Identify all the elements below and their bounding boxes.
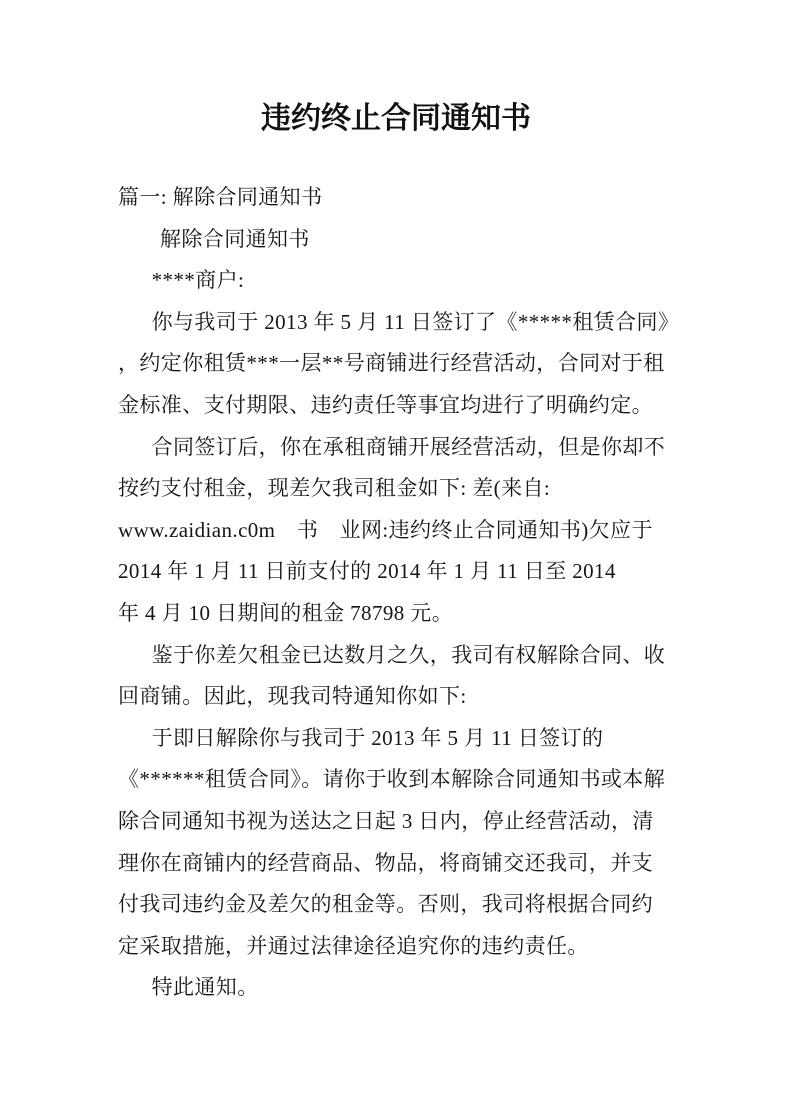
- text-line: ****商户:: [151, 268, 245, 293]
- text-line: 合同签订后，你在承租商铺开展经营活动，但是你却不: [151, 434, 666, 459]
- text-line: 特此通知。: [151, 975, 259, 1000]
- text-line: 篇一: 解除合同通知书: [118, 185, 323, 209]
- text-line: 理你在商铺内的经营商品、物品，将商铺交还我司，并支: [118, 850, 653, 875]
- text-line: 回商铺。因此，现我司特通知你如下:: [118, 684, 467, 709]
- page-title: 违约终止合同通知书: [261, 102, 531, 135]
- text-line: 你与我司于 2013 年 5 月 11 日签订了《*****租赁合同》: [151, 309, 680, 334]
- text-line: 解除合同通知书: [160, 226, 310, 251]
- text-line: ，约定你租赁***一层**号商铺进行经营活动，合同对于租: [118, 351, 665, 376]
- document-body: [118, 177, 680, 1009]
- text-line: 按约支付租金，现差欠我司租金如下: 差(来自:: [118, 476, 551, 501]
- text-line: 2014 年 1 月 11 日前支付的 2014 年 1 月 11 日至 2014: [118, 559, 616, 584]
- text-line: 年 4 月 10 日期间的租金 78798 元。: [118, 600, 454, 625]
- text-line: 鉴于你差欠租金已达数月之久，我司有权解除合同、收: [151, 642, 666, 667]
- text-line: 《******租赁合同》。请你于收到本解除合同通知书或本解: [118, 767, 666, 792]
- text-line: www.zaidian.c0m 书 业网:违约终止合同通知书)欠应于: [118, 517, 653, 542]
- text-line: 付我司违约金及差欠的租金等。否则，我司将根据合同约: [118, 892, 653, 917]
- text-line: 定采取措施，并通过法律途径追究你的违约责任。: [118, 933, 589, 958]
- text-line: 除合同通知书视为送达之日起 3 日内，停止经营活动，清: [118, 808, 654, 833]
- text-line: 金标准、支付期限、违约责任等事宜均进行了明确约定。: [118, 392, 653, 417]
- text-line: 于即日解除你与我司于 2013 年 5 月 11 日签订的: [151, 725, 604, 750]
